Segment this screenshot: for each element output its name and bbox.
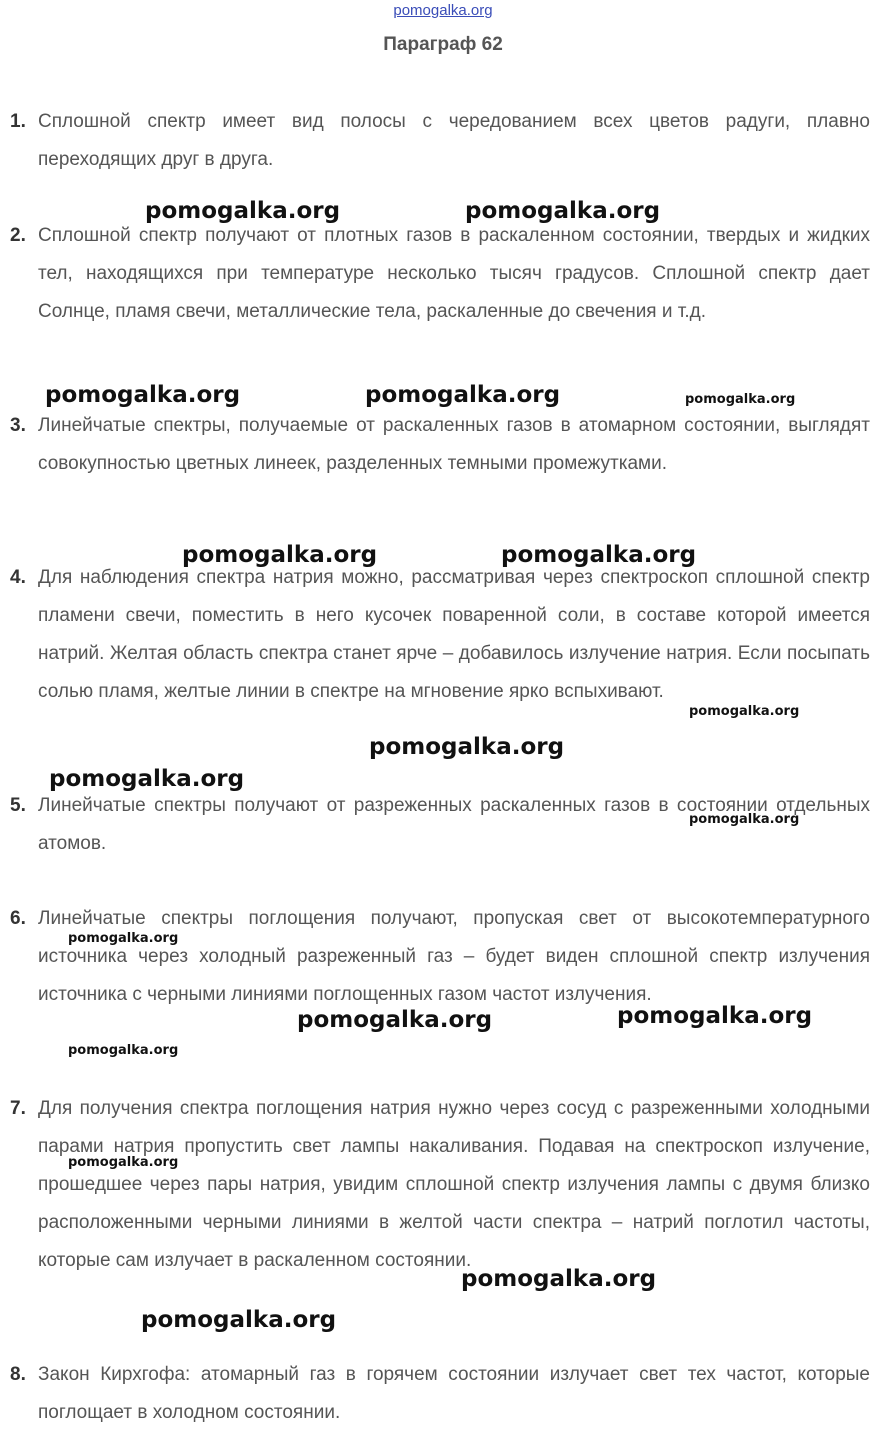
watermark: pomogalka.org [68,1043,179,1058]
page-title: Параграф 62 [383,34,503,55]
watermark: pomogalka.org [68,1155,179,1170]
item-number: 8. [10,1364,26,1385]
watermark: pomogalka.org [465,198,661,224]
watermark: pomogalka.org [689,704,800,719]
item-text: Для получения спектра поглощения натрия нужно через сосуд с разреженными холодными парами натрия пропустить свет лампы накаливания. Подавая на спектроскоп излучение, прошедшее через пары натрия, увидим сплошной спектр излучения лампы с двумя близко расположенными черными линиями в желтой части спектра – натрий поглотил частоты, которые сам излучает в раскаленном состоянии. [38,1098,870,1271]
watermark: pomogalka.org [369,734,565,760]
watermark: pomogalka.org [617,1003,813,1029]
list-item-5 [10,787,870,863]
item-text: Для наблюдения спектра натрия можно, рассматривая через спектроскоп сплошной спектр пламени свечи, поместить в него кусочек поваренной соли, в составе которой имеется натрий. Желтая область спектра станет ярче – добавилось излучение натрия. Если посыпать солью пламя, желтые линии в спектре на мгновение ярко вспыхивают. [38,567,870,702]
watermark: pomogalka.org [365,382,561,408]
item-text: Сплошной спектр имеет вид полосы с чередованием всех цветов радуги, плавно переходящих друг в друга. [38,111,870,170]
item-text: Закон Кирхгофа: атомарный газ в горячем состоянии излучает свет тех частот, которые поглощает в холодном состоянии. [38,1364,870,1423]
item-number: 7. [10,1098,26,1119]
item-text: Линейчатые спектры получают от разреженных раскаленных газов в состоянии отдельных атомов. [38,795,870,854]
list-item-8 [10,1356,870,1432]
list-item-3 [10,407,870,483]
watermark: pomogalka.org [685,392,796,407]
watermark: pomogalka.org [68,931,179,946]
site-link[interactable]: pomogalka.org [393,2,493,19]
item-number: 1. [10,111,26,132]
list-item-4 [10,559,870,711]
list-item-1 [10,103,870,179]
watermark: pomogalka.org [141,1307,337,1333]
item-number: 2. [10,225,26,246]
item-text: Сплошной спектр получают от плотных газов в раскаленном состоянии, твердых и жидких тел, находящихся при температуре несколько тысяч градусов. Сплошной спектр дает Солнце, пламя свечи, металлические тела, раскаленные до свечения и т.д. [38,225,870,322]
list-item-2 [10,217,870,331]
watermark: pomogalka.org [49,766,245,792]
watermark: pomogalka.org [297,1007,493,1033]
item-number: 6. [10,908,26,929]
list-item-6 [10,900,870,1014]
item-number: 4. [10,567,26,588]
watermark: pomogalka.org [45,382,241,408]
watermark: pomogalka.org [145,198,341,224]
item-text: Линейчатые спектры поглощения получают, пропуская свет от высокотемпературного источника через холодный разреженный газ – будет виден сплошной спектр излучения источника с черными линиями поглощенных газом частот излучения. [38,908,870,1005]
watermark: pomogalka.org [182,542,378,568]
list-item-7 [10,1090,870,1280]
item-number: 5. [10,795,26,816]
watermark: pomogalka.org [501,542,697,568]
item-text: Линейчатые спектры, получаемые от раскаленных газов в атомарном состоянии, выглядят совокупностью цветных линеек, разделенных темными промежутками. [38,415,870,474]
item-number: 3. [10,415,26,436]
watermark: pomogalka.org [689,812,800,827]
watermark: pomogalka.org [461,1266,657,1292]
